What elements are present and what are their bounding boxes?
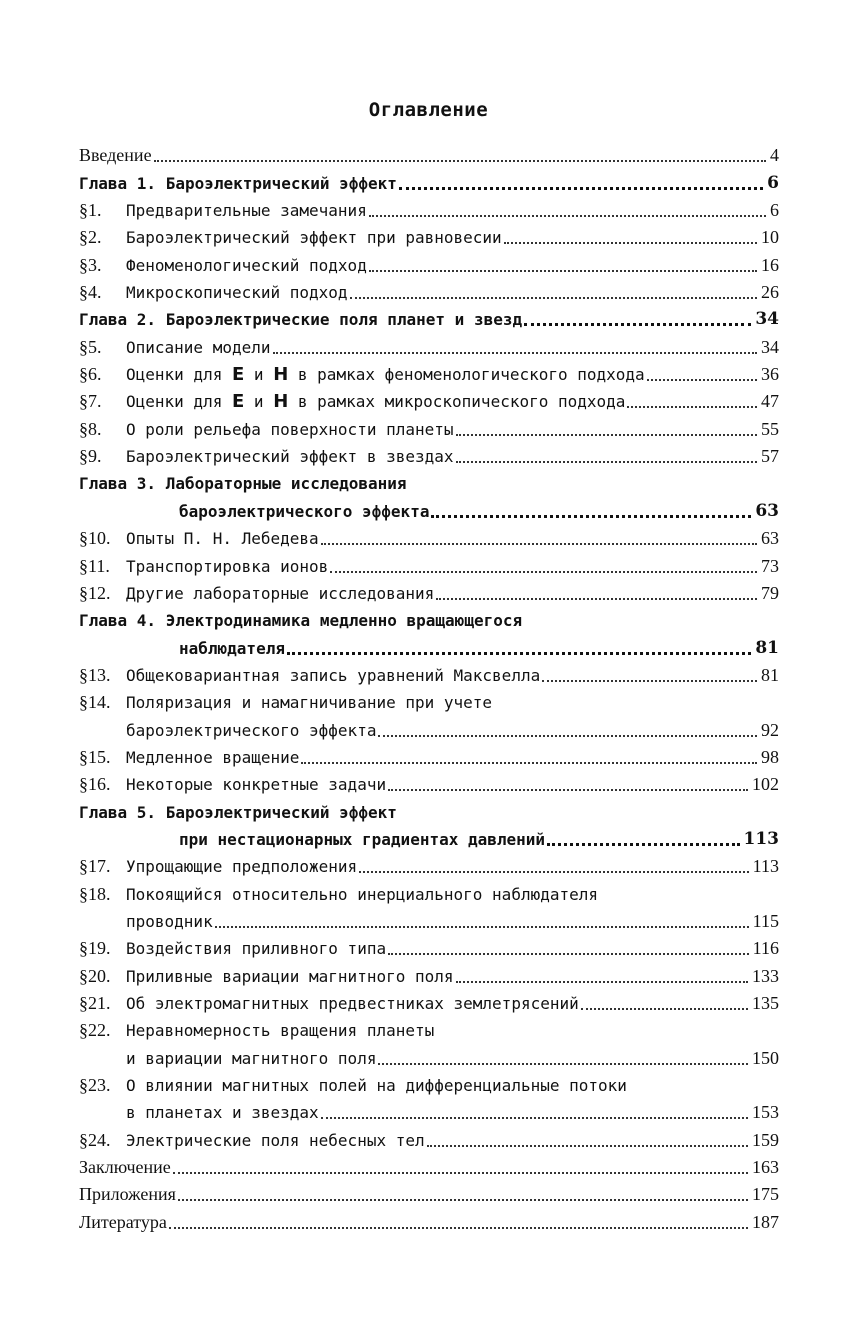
section-label-continued: в планетах и звездах [126, 1103, 319, 1123]
section-number: §3. [79, 254, 102, 275]
entry-page: 6 [767, 172, 779, 193]
section-label: Упрощающие предположения [126, 857, 358, 877]
entry-label: Введение [79, 145, 152, 166]
entry-page: 175 [752, 1184, 779, 1205]
entry-page: 34 [761, 336, 779, 357]
leader-dots [542, 680, 757, 682]
entry-page: 57 [761, 446, 779, 467]
section-number: §20. [79, 965, 111, 986]
entry-page: 98 [761, 746, 779, 767]
section-label: Бароэлектрический эффект в звездах [126, 447, 454, 467]
section-label: Описание модели [126, 337, 271, 357]
section-label: Транспортировка ионов [126, 556, 329, 576]
toc-chapter-4-line-1[interactable] [79, 607, 779, 634]
entry-page: 113 [752, 856, 779, 877]
leader-dots [287, 652, 751, 655]
entry-page: 34 [755, 309, 779, 330]
toc-entry-appendix[interactable] [79, 1181, 779, 1208]
section-number: §16. [79, 774, 111, 795]
leader-dots [369, 215, 766, 217]
toc-section-6[interactable] [79, 361, 779, 388]
section-number: §23. [79, 1075, 111, 1096]
section-number: §2. [79, 227, 102, 248]
toc-section-18-line-1[interactable] [79, 880, 779, 907]
section-label: Общековариантная запись уравнений Максвелла [126, 665, 541, 685]
toc-chapter-1[interactable] [79, 169, 779, 196]
entry-page: 55 [761, 418, 779, 439]
section-number: §13. [79, 664, 111, 685]
section-label: Оценки для E и H в рамках феноменологического подхода [126, 364, 645, 386]
entry-page: 16 [761, 254, 779, 275]
leader-dots [627, 406, 757, 408]
section-label: Покоящийся относительно инерциального наблюдателя [126, 884, 599, 904]
entry-page: 26 [761, 282, 779, 303]
section-number: §21. [79, 993, 111, 1013]
section-label: Неравномерность вращения планеты [126, 1021, 435, 1041]
chapter-label: Глава 3. Лабораторные исследования [79, 474, 407, 494]
leader-dots [456, 981, 748, 983]
field-symbol-e: E [231, 364, 245, 386]
section-number: §10. [79, 528, 111, 549]
leader-dots [154, 160, 766, 162]
toc-entry-literature[interactable] [79, 1208, 779, 1235]
section-label: Феноменологический подход [126, 255, 367, 275]
section-number: §8. [79, 418, 102, 439]
toc-section-13[interactable] [79, 662, 779, 689]
toc-section-10[interactable] [79, 525, 779, 552]
entry-page: 187 [752, 1211, 779, 1232]
chapter-label: Глава 4. Электродинамика медленно вращающегося [79, 611, 523, 631]
section-label-continued: и вариации магнитного поля [126, 1048, 377, 1068]
leader-dots [169, 1227, 748, 1229]
section-label: О роли рельефа поверхности планеты [126, 419, 454, 439]
leader-dots [399, 187, 763, 190]
toc-entry-conclusion[interactable] [79, 1154, 779, 1181]
entry-page: 113 [743, 828, 779, 849]
leader-dots [321, 1117, 748, 1119]
entry-label: Литература [79, 1211, 167, 1232]
leader-dots [504, 242, 757, 244]
section-number: §1. [79, 200, 102, 221]
section-label: О влиянии магнитных полей на дифференциальные потоки [126, 1076, 627, 1096]
leader-dots [524, 323, 751, 326]
section-label: Медленное вращение [126, 747, 300, 767]
section-label: Некоторые конкретные задачи [126, 775, 387, 795]
section-label: Об электромагнитных предвестниках землетрясений [126, 994, 579, 1013]
entry-page: 115 [752, 910, 779, 931]
toc-section-4[interactable] [79, 279, 779, 306]
section-number: §15. [79, 746, 111, 767]
leader-dots [173, 1172, 748, 1174]
toc-section-1[interactable] [79, 197, 779, 224]
section-label: Микроскопический подход [126, 283, 348, 303]
entry-page: 73 [761, 555, 779, 576]
leader-dots [301, 762, 757, 764]
leader-dots [456, 434, 757, 436]
section-label-continued: проводник [126, 911, 213, 931]
section-number: §4. [79, 282, 102, 303]
table-of-contents [79, 142, 779, 1236]
entry-label: Заключение [79, 1157, 171, 1178]
section-label: Предварительные замечания [126, 201, 367, 221]
section-number: §5. [79, 336, 102, 357]
field-symbol-h: H [273, 391, 289, 413]
entry-page: 102 [752, 774, 779, 795]
section-number: §7. [79, 391, 102, 412]
toc-entry-intro[interactable] [79, 142, 779, 169]
toc-section-12[interactable] [79, 580, 779, 607]
page-title: Оглавление [368, 99, 489, 121]
toc-chapter-3-line-1[interactable] [79, 470, 779, 497]
toc-chapter-3-line-2[interactable] [79, 497, 779, 524]
entry-page: 159 [752, 1129, 779, 1150]
toc-section-19[interactable] [79, 935, 779, 962]
toc-section-22-line-1[interactable] [79, 1017, 779, 1044]
leader-dots [369, 270, 757, 272]
leader-dots [581, 1008, 748, 1010]
toc-chapter-5-line-2[interactable] [79, 826, 779, 853]
toc-chapter-2[interactable] [79, 306, 779, 333]
section-number: §6. [79, 364, 102, 385]
entry-page: 79 [761, 582, 779, 603]
section-label: Электрические поля небесных тел [126, 1130, 425, 1150]
entry-page: 135 [752, 993, 779, 1013]
toc-section-20[interactable] [79, 962, 779, 989]
toc-section-23-line-1[interactable] [79, 1072, 779, 1099]
toc-section-17[interactable] [79, 853, 779, 880]
section-label: Опыты П. Н. Лебедева [126, 529, 319, 549]
section-label: Другие лабораторные исследования [126, 583, 435, 603]
entry-page: 92 [761, 719, 779, 740]
toc-section-7[interactable] [79, 388, 779, 415]
chapter-label: Глава 2. Бароэлектрические поля планет и звезд [79, 310, 523, 330]
section-label: Поляризация и намагничивание при учете [126, 693, 493, 713]
section-number: §22. [79, 1020, 111, 1041]
toc-section-14-line-1[interactable] [79, 689, 779, 716]
section-number: §24. [79, 1129, 111, 1150]
leader-dots [350, 297, 757, 299]
leader-dots [431, 515, 751, 518]
chapter-label: Глава 1. Бароэлектрический эффект [79, 173, 397, 193]
toc-section-8[interactable] [79, 415, 779, 442]
leader-dots [178, 1199, 748, 1201]
toc-section-24[interactable] [79, 1126, 779, 1153]
section-number: §14. [79, 692, 111, 713]
toc-section-14-line-2[interactable] [79, 716, 779, 743]
toc-section-18-line-2[interactable] [79, 908, 779, 935]
section-number: §12. [79, 582, 111, 603]
leader-dots [436, 598, 757, 600]
entry-page: 81 [755, 637, 779, 658]
toc-chapter-4-line-2[interactable] [79, 634, 779, 661]
section-label: Приливные вариации магнитного поля [126, 966, 454, 986]
section-label: Бароэлектрический эффект при равновесии [126, 228, 502, 248]
leader-dots [273, 352, 758, 354]
toc-section-3[interactable] [79, 251, 779, 278]
leader-dots [456, 461, 757, 463]
leader-dots [378, 735, 757, 737]
leader-dots [330, 571, 757, 573]
section-label: Оценки для E и H в рамках микроскопического подхода [126, 391, 626, 413]
section-number: §9. [79, 446, 102, 467]
toc-section-16[interactable] [79, 771, 779, 798]
entry-page: 63 [755, 500, 779, 521]
entry-page: 6 [770, 200, 779, 221]
toc-section-2[interactable] [79, 224, 779, 251]
section-label: Воздействия приливного типа [126, 939, 387, 959]
leader-dots [427, 1145, 748, 1147]
section-number: §17. [79, 856, 111, 877]
toc-section-22-line-2[interactable] [79, 1044, 779, 1071]
chapter-label-continued: при нестационарных градиентах давлений [179, 829, 546, 849]
toc-section-9[interactable] [79, 443, 779, 470]
entry-page: 163 [752, 1157, 779, 1178]
toc-section-15[interactable] [79, 744, 779, 771]
entry-page: 63 [761, 528, 779, 549]
toc-section-23-line-2[interactable] [79, 1099, 779, 1126]
entry-page: 10 [761, 227, 779, 248]
leader-dots [359, 871, 748, 873]
chapter-label: Глава 5. Бароэлектрический эффект [79, 802, 397, 822]
entry-page: 116 [752, 938, 779, 959]
toc-section-11[interactable] [79, 552, 779, 579]
section-number: §11. [79, 555, 110, 576]
leader-dots [388, 953, 749, 955]
section-number: §19. [79, 938, 111, 959]
entry-page: 36 [761, 364, 779, 385]
leader-dots [378, 1063, 748, 1065]
toc-chapter-5-line-1[interactable] [79, 798, 779, 825]
leader-dots [547, 843, 739, 846]
leader-dots [388, 789, 748, 791]
chapter-label-continued: бароэлектрического эффекта [179, 501, 430, 521]
field-symbol-e: E [231, 391, 245, 413]
entry-page: 4 [770, 145, 779, 166]
entry-label: Приложения [79, 1184, 176, 1205]
leader-dots [321, 543, 757, 545]
entry-page: 153 [752, 1102, 779, 1123]
field-symbol-h: H [273, 364, 289, 386]
section-number: §18. [79, 883, 111, 904]
toc-section-5[interactable] [79, 333, 779, 360]
entry-page: 150 [752, 1047, 779, 1068]
leader-dots [215, 926, 749, 928]
entry-page: 81 [761, 664, 779, 685]
section-label-continued: бароэлектрического эффекта [126, 720, 377, 740]
toc-section-21[interactable] [79, 990, 779, 1017]
entry-page: 47 [761, 391, 779, 412]
entry-page: 133 [752, 965, 779, 986]
chapter-label-continued: наблюдателя [179, 638, 285, 658]
leader-dots [647, 379, 757, 381]
